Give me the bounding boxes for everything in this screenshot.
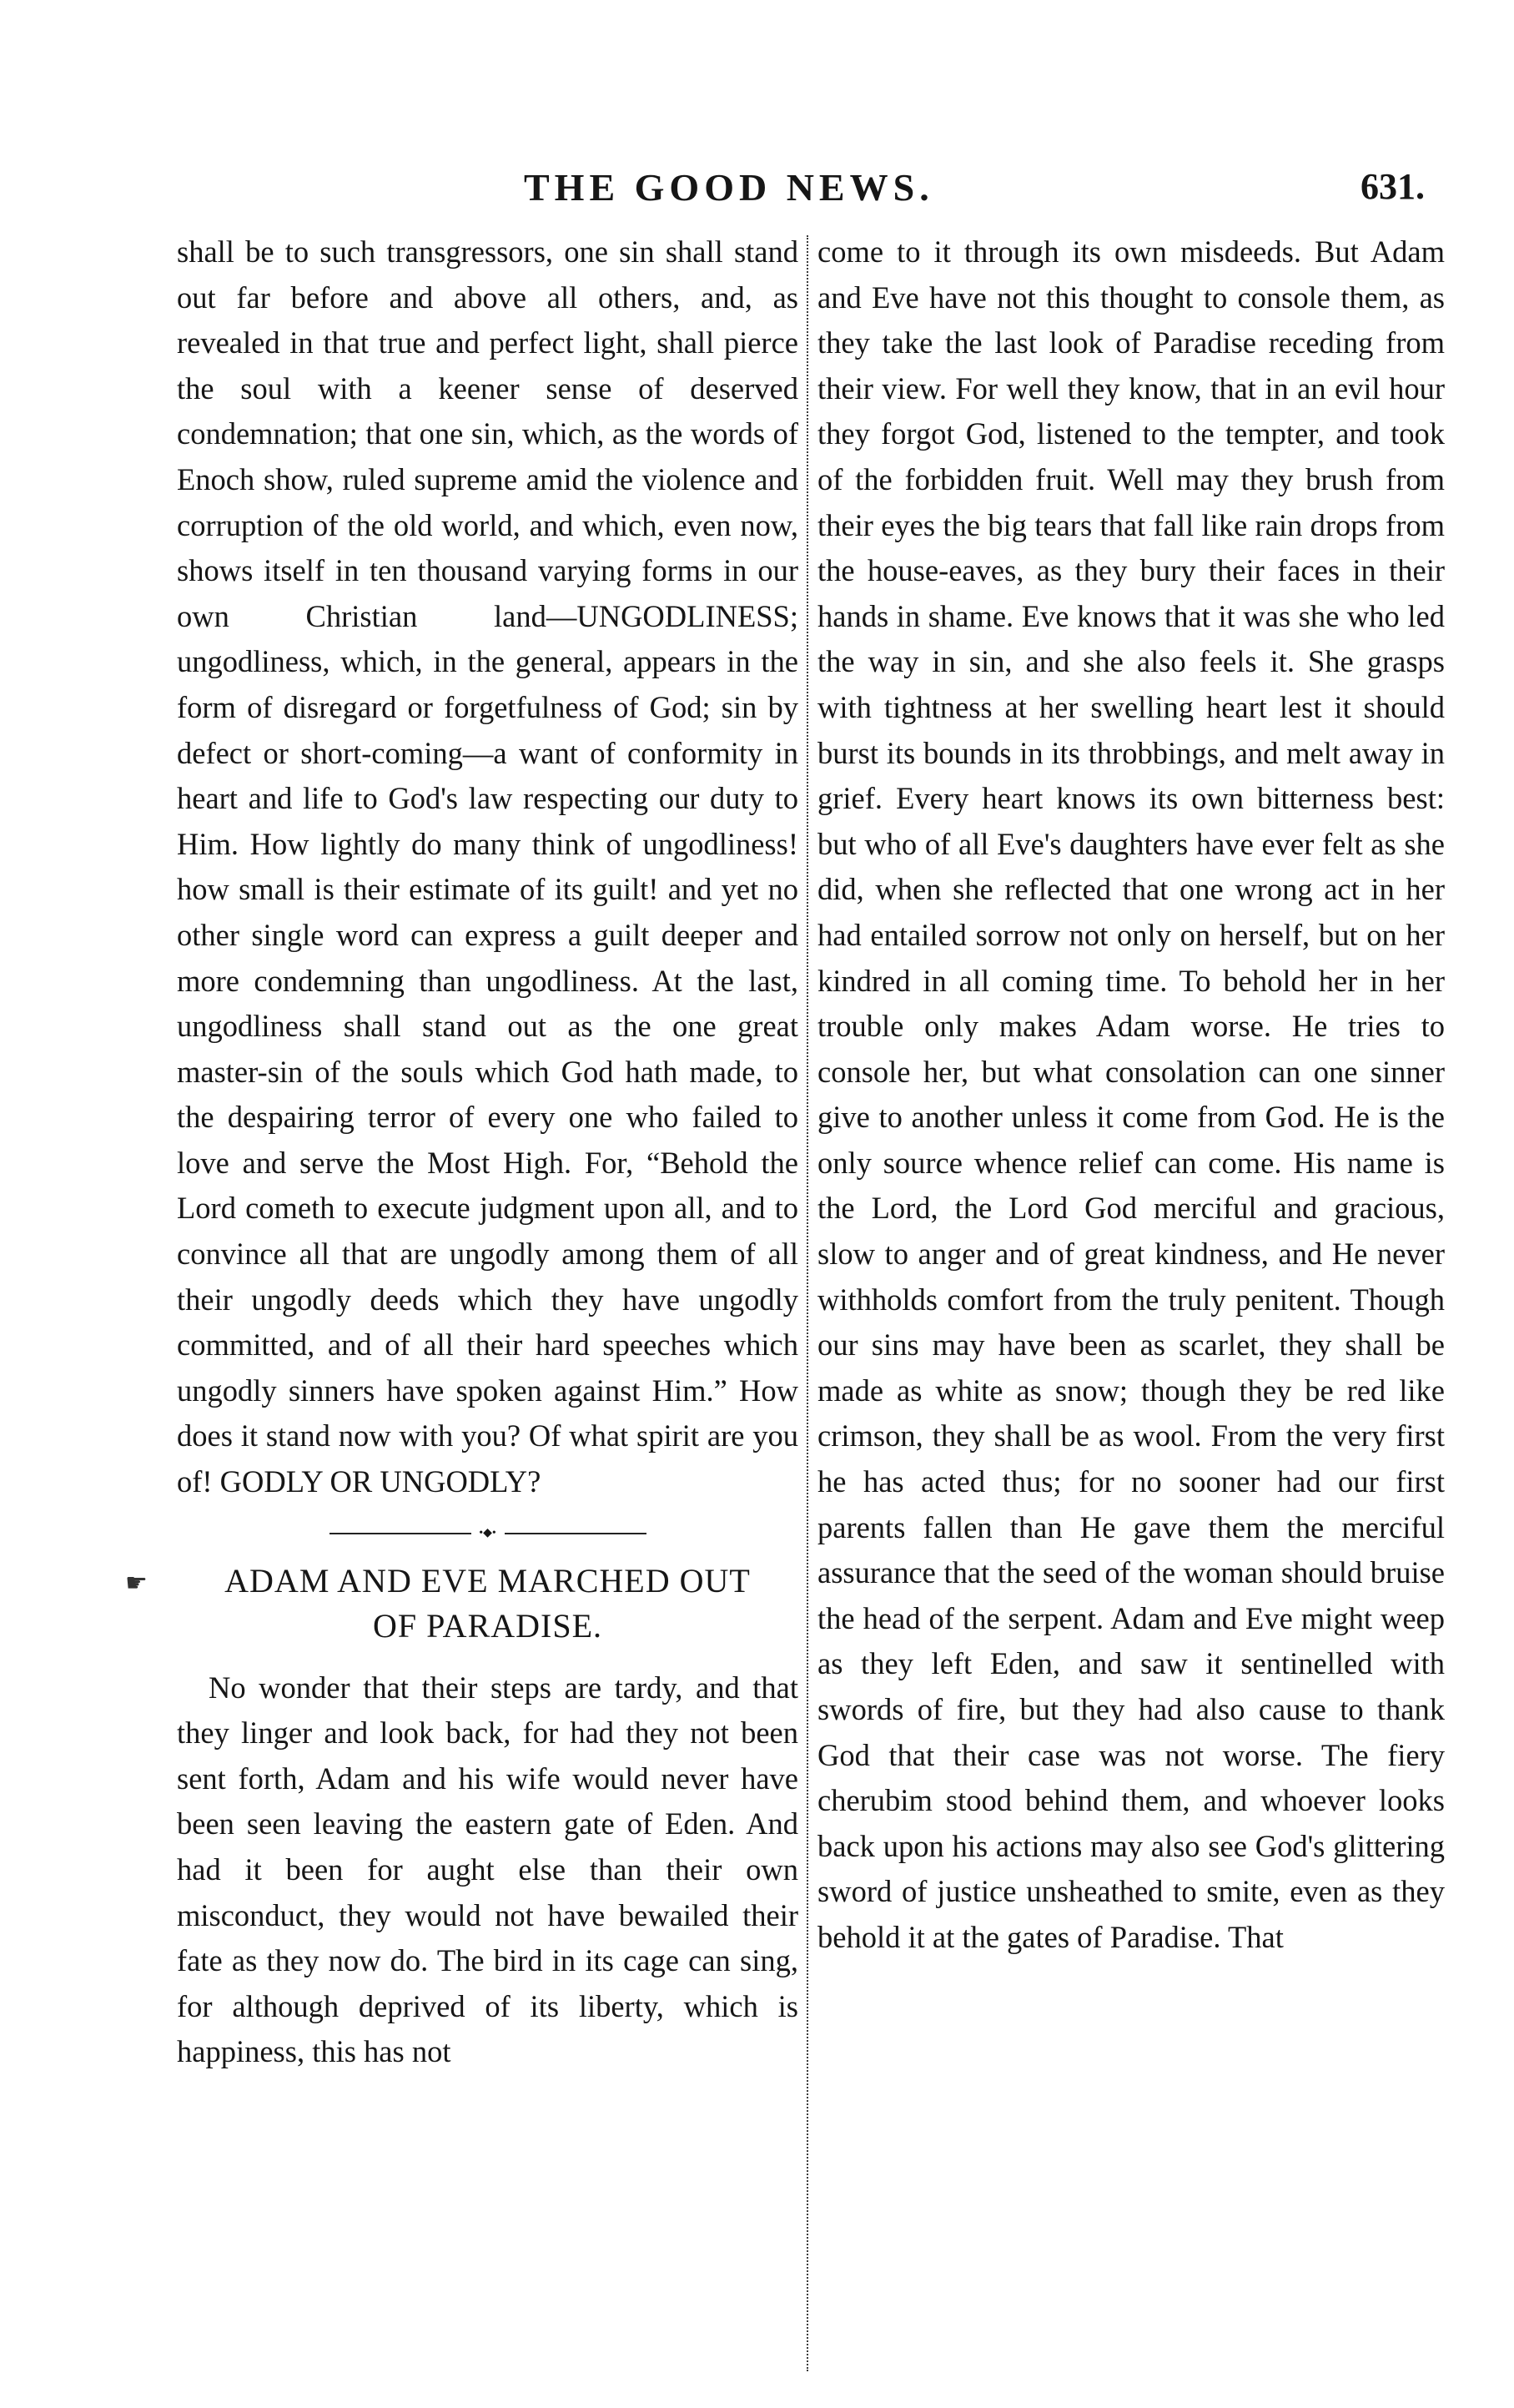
left-paragraph-continuation: shall be to such transgressors, one sin shall stand out far before and above all others, and, as revealed in that true and perfect light, shall pierce the soul with a keener sense of deserved condemnation; that one sin, which, as the words of Enoch show, ruled supreme amid the violence and corruption of the old world, and which, even now, shows itself in ten thousand varying forms in our own Christian land—UNGODLINESS; ungodliness, which, in the general, appears in the form of disregard or forgetfulness of God; sin by defect or short-coming—a want of conformity in heart and life to God's law respecting our duty to Him. How lightly do many think of ungodliness! how small is their estimate of its guilt! and yet no other single word can express a guilt deeper and more condemning than ungodliness. At the last, ungodliness shall stand out as the one great master-sin of the souls which God hath made, to the despairing terror of every one who failed to love and serve the Most High. For, “Behold the Lord cometh to execute judgment upon all, and to convince all that are ungodly among them of all their ungodly deeds which they have ungodly committed, and of all their hard speeches which ungodly sinners have spoken against Him.” How does it stand now with you? Of what spirit are you of! GODLY OR UNGODLY? xyxy=(177,234,798,1499)
divider-ornament-icon: •◆• xyxy=(479,1526,496,1539)
column-divider-rule xyxy=(807,235,808,2371)
pointing-hand-icon: ☛ xyxy=(125,1569,148,1598)
right-column xyxy=(817,229,1445,1961)
right-paragraph-continuation: come to it through its own misdeeds. But Adam and Eve have not this thought to console them, as they take the last look of Paradise receding from their view. For well they know, that in an evil hour they forgot God, listened to the tempter, and took of the forbidden fruit. Well may they brush from their eyes the big tears that fall like rain drops from the house-eaves, as they bury their faces in their hands in shame. Eve knows that it was she who led the way in sin, and she also feels it. She grasps with tightness at her swelling heart lest it should burst its bounds in its throbbings, and melt away in grief. Every heart knows its own bitterness best: but who of all Eve's daughters have ever felt as she did, when she reflected that one wrong act in her had entailed sorrow not only on herself, but on her kindred in all coming time. To behold her in her trouble only makes Adam worse. He tries to console her, but what consolation can one sinner give to another unless it come from God. He is the only source whence relief can come. His name is the Lord, the Lord God merciful and gracious, slow to anger and of great kindness, and He never withholds comfort from the truly penitent. Though our sins may have been as scarlet, they shall be made as white as snow; though they be red like crimson, they shall be as wool. From the very first he has acted thus; for no sooner had our first parents fallen than He gave them the merciful assurance that the seed of the woman should bruise the head of the serpent. Adam and Eve might weep as they left Eden, and saw it sentinelled with swords of fire, but they had also cause to thank God that their case was not worse. The fiery cherubim stood behind them, and whoever looks back upon his actions may also see God's glittering sword of justice unsheathed to smite, even as they behold it at the gates of Paradise. That xyxy=(817,234,1445,1954)
page-number: 631. xyxy=(1361,166,1425,207)
section-heading-line-1: ADAM AND EVE MARCHED OUT xyxy=(224,1561,751,1599)
running-title: THE GOOD NEWS. xyxy=(524,166,934,209)
running-head xyxy=(165,165,1441,224)
section-heading-line-2: OF PARADISE. xyxy=(372,1606,603,1645)
divider-line-right xyxy=(505,1533,646,1534)
section-heading xyxy=(177,1559,798,1649)
divider-line-left xyxy=(329,1533,471,1534)
left-column xyxy=(177,229,798,2075)
left-paragraph-article-start: No wonder that their steps are tardy, and that they linger and look back, for had they not been sent forth, Adam and his wife would never have been seen leaving the eastern gate of Eden. And had it been for aught else than their own misconduct, they would not have bewailed their fate as they now do. The bird in its cage can sing, for although deprived of its liberty, which is happiness, this has not xyxy=(177,1670,798,2069)
section-divider xyxy=(329,1527,646,1540)
